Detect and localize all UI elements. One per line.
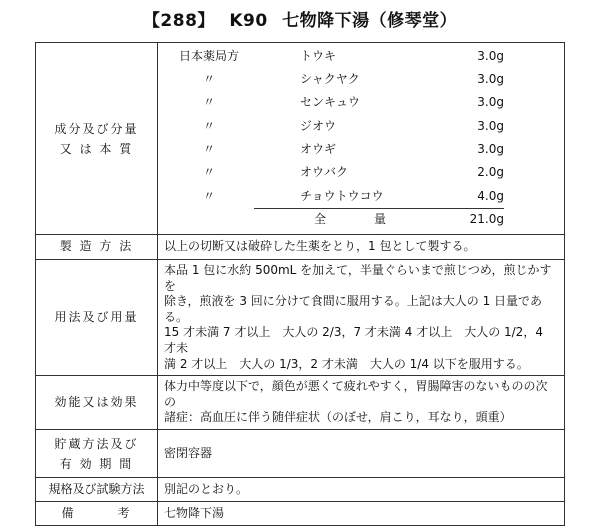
ingredient-row	[164, 138, 558, 161]
dosage-label: 用法及び用量	[36, 260, 158, 376]
remarks-value: 七物降下湯	[158, 502, 565, 526]
ingredient-name: シャクヤク	[300, 72, 360, 87]
ingredient-name: チョウトウコウ	[254, 185, 444, 209]
storage-row	[36, 430, 565, 478]
ingredient-amount: 4.0g	[444, 185, 504, 209]
manufacturing-label: 製 造 方 法	[36, 235, 158, 260]
composition-label-line2: 又 は 本 質	[59, 141, 134, 156]
ingredient-name: トウキ	[300, 48, 337, 63]
manufacturing-value: 以上の切断又は破砕した生薬をとり，1 包として製する。	[158, 235, 565, 260]
efficacy-row	[36, 376, 565, 430]
ingredient-pharmacopoeia: 〃	[202, 95, 215, 110]
dosage-line: 15 才未満 7 才以上 大人の 2/3，7 才未満 4 才以上 大人の 1/2，4 才未	[164, 325, 543, 356]
composition-label	[36, 43, 158, 235]
efficacy-value	[158, 376, 565, 430]
dosage-line: 本品 1 包に水約 500mL を加えて，半量ぐらいまで煎じつめ，煎じかすを	[164, 263, 552, 293]
efficacy-line: 諸症：高血圧に伴う随伴症状（のぼせ，肩こり，耳なり，頭重）	[164, 410, 512, 425]
storage-label-line1: 貯蔵方法及び	[54, 436, 139, 451]
dosage-value	[158, 260, 565, 376]
storage-label-line2: 有 効 期 間	[59, 456, 134, 471]
ingredient-pharmacopoeia: 〃	[202, 165, 215, 180]
ingredient-pharmacopoeia: 〃	[202, 72, 215, 87]
ingredient-row	[164, 45, 558, 68]
ingredient-name: オウバク	[300, 165, 349, 180]
remarks-label: 備 考	[36, 502, 158, 526]
total-row	[164, 209, 558, 232]
storage-value: 密閉容器	[158, 430, 565, 478]
remarks-row	[36, 502, 565, 526]
ingredient-name: オウギ	[300, 142, 337, 157]
composition-label-line1: 成分及び分量	[54, 121, 139, 136]
ingredient-row	[164, 115, 558, 138]
ingredient-pharmacopoeia: 〃	[202, 142, 215, 157]
title-name: 七物降下湯（修琴堂）	[282, 11, 458, 31]
efficacy-label: 効能又は効果	[36, 376, 158, 430]
storage-label	[36, 430, 158, 478]
composition-value	[158, 43, 565, 235]
manufacturing-row	[36, 235, 565, 260]
ingredient-amount: 3.0g	[477, 118, 504, 133]
ingredient-name: ジオウ	[300, 118, 337, 133]
ingredient-amount: 3.0g	[477, 142, 504, 157]
ingredient-row	[164, 92, 558, 115]
dosage-line: 満 2 才以上 大人の 1/3，2 才未満 大人の 1/4 以下を服用する。	[164, 356, 529, 371]
ingredient-amount: 3.0g	[477, 72, 504, 87]
ingredient-row	[164, 68, 558, 91]
ingredient-pharmacopoeia: 〃	[202, 118, 215, 133]
ingredient-pharmacopoeia: 日本薬局方	[178, 48, 239, 63]
total-amount: 21.0g	[469, 212, 504, 227]
efficacy-line: 体力中等度以下で，顔色が悪くて疲れやすく，胃腸障害のないものの次の	[164, 379, 548, 409]
ingredient-name: センキュウ	[300, 95, 361, 110]
dosage-line: 除き，煎液を 3 回に分けて食間に服用する。上記は大人の 1 日量である。	[164, 294, 543, 324]
spec-table	[35, 42, 565, 526]
ingredient-row	[164, 185, 558, 209]
page-title	[0, 6, 600, 31]
standards-row	[36, 478, 565, 502]
ingredient-amount: 3.0g	[477, 95, 504, 110]
standards-label: 規格及び試験方法	[36, 478, 158, 502]
ingredient-list	[164, 45, 558, 231]
standards-value: 別記のとおり。	[158, 478, 565, 502]
ingredient-pharmacopoeia: 〃	[202, 188, 215, 203]
title-id: K90	[229, 11, 268, 31]
composition-row	[36, 43, 565, 235]
ingredient-amount: 3.0g	[477, 48, 504, 63]
ingredient-amount: 2.0g	[477, 165, 504, 180]
dosage-row	[36, 260, 565, 376]
title-code: 【288】	[142, 11, 215, 31]
ingredient-row	[164, 161, 558, 184]
total-label: 全 量	[314, 212, 405, 227]
